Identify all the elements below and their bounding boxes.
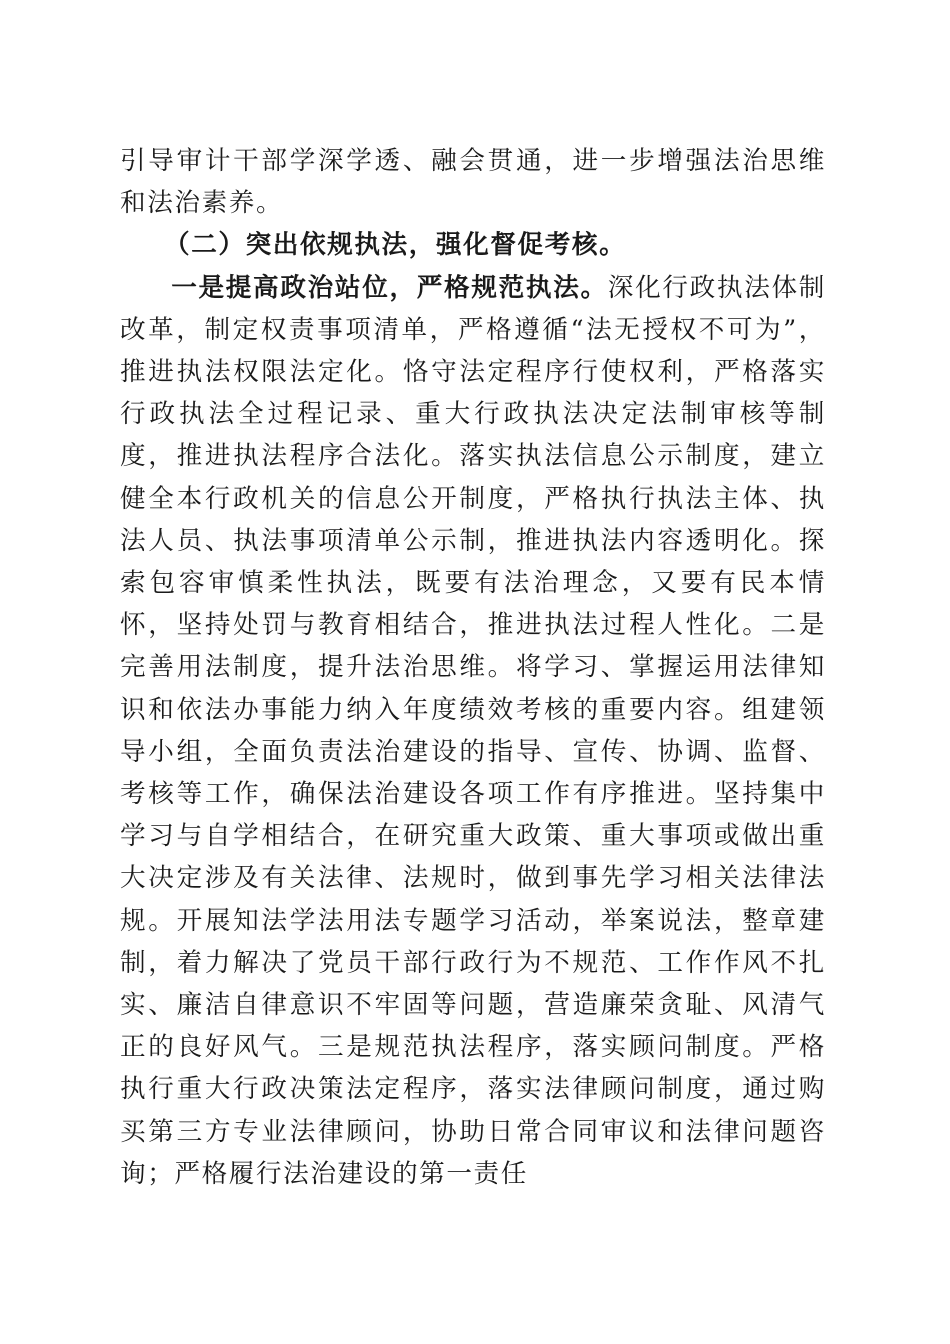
paragraph-body: 深化行政执法体制改革，制定权责事项清单，严格遵循“法无授权不可为”，推进执法权限法定化。恪守法定程序行使权利，严格落实行政执法全过程记录、重大行政执法决定法制审核等制度，推进执法程序合法化。落实执法信息公示制度，建立健全本行政机关的信息公开制度，严格执行执法主体、执法人员、执法事项清单公示制，推进执法内容透明化。探索包容审慎柔性执法，既要有法治理念，又要有民本情怀，坚持处罚与教育相结合，推进执法过程人性化。二是完善用法制度，提升法治思维。将学习、掌握运用法律知识和依法办事能力纳入年度绩效考核的重要内容。组建领导小组，全面负责法治建设的指导、宣传、协调、监督、考核等工作，确保法治建设各项工作有序推进。坚持集中学习与自学相结合，在研究重大政策、重大事项或做出重大决定涉及有关法律、法规时，做到事先学习相关法律法规。开展知法学法用法专题学习活动，举案说法，整章建制，着力解决了党员干部行政行为不规范、工作作风不扎实、廉洁自律意识不牢固等问题，营造廉荣贪耻、风清气正的良好风气。三是规范执法程序，落实顾问制度。严格执行重大行政决策法定程序，落实法律顾问制度，通过购买第三方专业法律顾问，协助日常合同审议和法律问题咨询；严格履行法治建设的第一责任 [120, 272, 826, 1189]
paragraph-lead: 一是提高政治站位，严格规范执法。 [171, 272, 608, 303]
paragraph-continued: 引导审计干部学深学透、融会贯通，进一步增强法治思维和法治素养。 [120, 146, 826, 219]
document-page [120, 140, 826, 1195]
paragraph-main [120, 267, 826, 1195]
section-heading: （二）突出依规执法，强化督促考核。 [164, 230, 627, 261]
